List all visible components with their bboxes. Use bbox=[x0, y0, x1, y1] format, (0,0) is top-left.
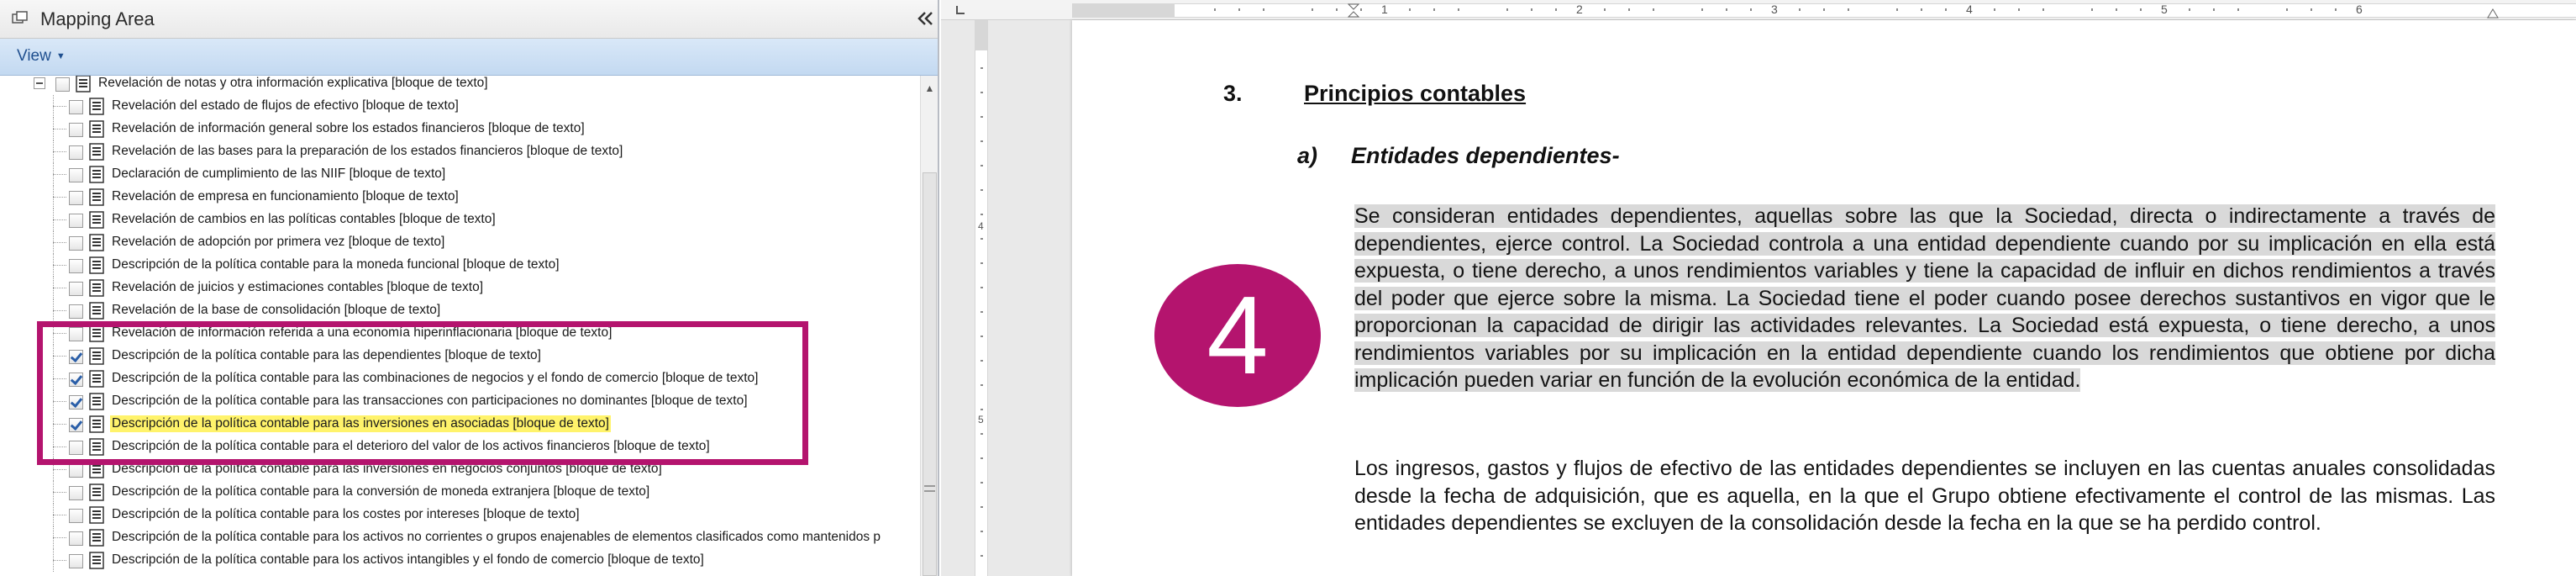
vertical-ruler-tick bbox=[980, 506, 983, 508]
document-icon bbox=[89, 256, 104, 274]
tree-item-label: Revelación de adopción por primera vez [bloque de texto] bbox=[112, 235, 445, 249]
tree-item-label: Descripción de la política contable para las combinaciones de negocios y el fondo de comercio [bloque de texto] bbox=[112, 371, 759, 385]
document-icon bbox=[89, 552, 104, 569]
right-indent-marker-icon[interactable] bbox=[2487, 8, 2499, 18]
tree-item-row[interactable] bbox=[0, 345, 920, 367]
subsection-title: Entidades dependientes- bbox=[1351, 143, 1620, 168]
tree-item-label: Descripción de la política contable para las transacciones con participaciones no dominantes [bloque de texto] bbox=[112, 394, 748, 408]
view-menu[interactable] bbox=[17, 45, 66, 67]
document-icon bbox=[89, 506, 104, 524]
tree-item-row[interactable] bbox=[0, 481, 920, 504]
tree-item-row[interactable] bbox=[0, 163, 920, 186]
tree-checkbox[interactable] bbox=[55, 77, 70, 92]
vertical-ruler-tick bbox=[980, 555, 983, 557]
document-icon bbox=[89, 529, 104, 547]
tree-item-label: Revelación de empresa en funcionamiento [bloque de texto] bbox=[112, 189, 459, 203]
tree-item-row[interactable] bbox=[0, 436, 920, 458]
tree-item-label: Descripción de la política contable para las dependientes [bloque de texto] bbox=[112, 348, 541, 362]
tree-item-label: Revelación del estado de flujos de efectivo [bloque de texto] bbox=[112, 98, 459, 113]
tree-connector bbox=[53, 492, 66, 493]
tab-selector-icon[interactable] bbox=[956, 6, 965, 14]
tree-checkbox[interactable] bbox=[69, 145, 83, 160]
tree-item-label: Revelación de información referida a una economía hiperinflacionaria [bloque de texto] bbox=[112, 325, 612, 340]
vertical-ruler-tick bbox=[980, 92, 983, 93]
tree-item-label: Descripción de la política contable para la conversión de moneda extranjera [bloque de texto] bbox=[112, 484, 650, 499]
paragraph[interactable] bbox=[1354, 455, 2495, 537]
vertical-ruler-tick bbox=[980, 140, 983, 142]
tree-connector bbox=[53, 469, 66, 470]
tree-item-label: Revelación de notas y otra información explicativa [bloque de texto] bbox=[98, 76, 488, 90]
vertical-ruler-tick bbox=[980, 311, 983, 313]
tree-checkbox[interactable] bbox=[69, 282, 83, 296]
tree-checkbox[interactable] bbox=[69, 373, 83, 387]
subsection-heading bbox=[1297, 141, 1620, 170]
document-icon bbox=[89, 302, 104, 320]
tree-item-label: Declaración de cumplimiento de las NIIF [bloque de texto] bbox=[112, 166, 446, 181]
tree-checkbox[interactable] bbox=[69, 350, 83, 364]
view-toolbar bbox=[0, 39, 939, 76]
ruler-number: 6 bbox=[2356, 3, 2363, 16]
tree-connector bbox=[53, 424, 66, 425]
vertical-ruler-number: 5 bbox=[978, 414, 984, 425]
tree-item-row[interactable] bbox=[0, 526, 920, 549]
tree-connector bbox=[53, 197, 66, 198]
vertical-ruler-tick bbox=[980, 409, 983, 410]
tree-connector bbox=[53, 242, 66, 243]
document-view bbox=[941, 0, 2576, 576]
vertical-ruler-margin bbox=[975, 20, 988, 50]
vertical-ruler bbox=[975, 20, 988, 576]
tree-item-label: Descripción de la política contable para el deterioro del valor de los activos financieros [bloque de texto] bbox=[112, 439, 710, 453]
ruler-number: 5 bbox=[2161, 3, 2168, 16]
vertical-ruler-tick bbox=[980, 482, 983, 484]
vertical-ruler-tick bbox=[980, 165, 983, 166]
vertical-ruler-tick bbox=[980, 360, 983, 362]
tree-item-row[interactable] bbox=[0, 231, 920, 254]
pane-title: Mapping Area bbox=[40, 8, 155, 29]
vertical-ruler-tick bbox=[980, 116, 983, 118]
document-icon bbox=[89, 98, 104, 115]
document-icon bbox=[89, 325, 104, 342]
document-icon bbox=[89, 143, 104, 161]
pane-window-icon bbox=[12, 11, 29, 26]
ruler-tick bbox=[2335, 8, 2337, 11]
document-icon bbox=[89, 393, 104, 410]
vertical-ruler-tick bbox=[980, 67, 983, 69]
tree-item-label: Descripción de la política contable para la moneda funcional [bloque de texto] bbox=[112, 257, 560, 272]
scrollbar-thumb[interactable] bbox=[923, 172, 937, 576]
scroll-up-arrow-icon[interactable]: ▲ bbox=[924, 82, 935, 94]
document-icon bbox=[89, 415, 104, 433]
tree-item-label: Descripción de la política contable para los activos no corrientes o grupos enajenables de elementos clasificados como mantenidos p bbox=[112, 530, 881, 544]
ruler-tick bbox=[1214, 8, 1216, 11]
tree-item-label: Revelación de juicios y estimaciones contables [bloque de texto] bbox=[112, 280, 484, 294]
tree-checkbox[interactable] bbox=[69, 509, 83, 523]
tree-checkbox[interactable] bbox=[69, 441, 83, 455]
vertical-ruler-tick bbox=[980, 189, 983, 191]
tree-item-label: Descripción de la política contable para las inversiones en negocios conjuntos [bloque de texto] bbox=[112, 462, 662, 476]
tree-connector bbox=[53, 106, 66, 107]
tree-checkbox[interactable] bbox=[69, 554, 83, 568]
document-icon bbox=[89, 120, 104, 138]
paragraph-2-text: Los ingresos, gastos y flujos de efectivo de las entidades dependientes se incluyen en las cuentas anuales consolidadas desde la fecha de adquisición, que es aquella, en la que el Grupo obtiene efectivamente el control de las mismas. Las entidades dependientes se excluyen de la consolidación desde la fecha en la que se ha perdido control. bbox=[1354, 457, 2495, 535]
tree-item-label: Revelación de las bases para la preparación de los estados financieros [bloque de texto] bbox=[112, 144, 623, 158]
ruler-number: 2 bbox=[1576, 3, 1583, 16]
tree-item-label: Revelación de la base de consolidación [bloque de texto] bbox=[112, 303, 441, 317]
tree-item-row[interactable] bbox=[0, 95, 920, 118]
ruler-tick bbox=[2189, 8, 2190, 11]
ruler-tick bbox=[1312, 8, 1313, 11]
vertical-ruler-tick bbox=[980, 262, 983, 264]
tree-item-row[interactable] bbox=[0, 140, 920, 163]
ruler-tick bbox=[2237, 8, 2239, 11]
section-heading bbox=[1223, 79, 1526, 108]
tree-checkbox[interactable] bbox=[69, 100, 83, 114]
document-icon bbox=[89, 347, 104, 365]
tree-connector bbox=[53, 401, 66, 402]
tree-item-row[interactable] bbox=[0, 390, 920, 413]
paragraph-1-text: Se consideran entidades dependientes, aquellas sobre las que la Sociedad, directa o indirectamente a través de dependientes, ejerce control. La Sociedad controla a una entidad dependiente cuando por su implicación en ella está expuesta, o tiene derecho, a unos rendimientos variables y tiene la capacidad de influir en dichos rendimientos a través del poder que ejerce sobre la misma. La Sociedad tiene el poder cuando posee derechos sustantivos en vigor que le proporcionan la capacidad de dirigir las actividades relevantes. La Sociedad está expuesta, o tiene derecho, a unos rendimientos variables por su implicación en la entidad dependiente cuando los rendimientos que obtiene por dicha implicación pueden variar en función de la evolución económica de la entidad. bbox=[1354, 204, 2495, 392]
section-number: 3. bbox=[1223, 81, 1243, 106]
ruler-tick bbox=[2091, 8, 2093, 11]
tree-item-label: Revelación de cambios en las políticas contables [bloque de texto] bbox=[112, 212, 496, 226]
tree-item-label: Descripción de la política contable para los activos intangibles y el fondo de comercio [bloque de texto] bbox=[112, 552, 704, 567]
view-menu-label: View bbox=[17, 47, 51, 66]
ruler-tick bbox=[2213, 8, 2215, 11]
tree-checkbox[interactable] bbox=[69, 531, 83, 546]
scrollbar-grip-icon bbox=[924, 485, 935, 492]
mapping-tree bbox=[0, 76, 920, 576]
tree-item-row[interactable] bbox=[0, 209, 920, 231]
vertical-ruler-tick bbox=[980, 433, 983, 435]
tree-checkbox[interactable] bbox=[69, 486, 83, 500]
ruler-number: 3 bbox=[1771, 3, 1778, 16]
document-icon bbox=[89, 188, 104, 206]
tree-checkbox[interactable] bbox=[69, 259, 83, 273]
document-icon bbox=[76, 76, 91, 92]
ruler-tick bbox=[2116, 8, 2117, 11]
tree-item-label: Descripción de la política contable para las inversiones en asociadas [bloque de texto] bbox=[112, 416, 609, 431]
ruler-tick bbox=[2311, 8, 2312, 11]
document-icon bbox=[89, 211, 104, 229]
ruler-left-margin bbox=[1072, 3, 1175, 18]
tree-checkbox[interactable] bbox=[69, 395, 83, 410]
vertical-ruler-number: 4 bbox=[978, 220, 984, 232]
vertical-ruler-tick bbox=[980, 336, 983, 337]
document-icon bbox=[89, 461, 104, 478]
vertical-ruler-tick bbox=[980, 457, 983, 459]
tree-item-row[interactable] bbox=[0, 549, 920, 572]
document-icon bbox=[89, 234, 104, 251]
tree-checkbox[interactable] bbox=[69, 418, 83, 432]
tree-item-row[interactable] bbox=[0, 299, 920, 322]
tree-item-row[interactable] bbox=[0, 413, 920, 436]
tree-checkbox[interactable] bbox=[69, 463, 83, 478]
vertical-ruler-tick bbox=[980, 531, 983, 532]
tree-item-label: Revelación de información general sobre los estados financieros [bloque de texto] bbox=[112, 121, 585, 135]
tree-connector bbox=[53, 310, 66, 311]
tree-item-row[interactable] bbox=[0, 367, 920, 390]
ruler-tick bbox=[2286, 8, 2288, 11]
vertical-ruler-tick bbox=[980, 384, 983, 386]
previous-line-fragment bbox=[1331, 8, 2087, 25]
document-icon bbox=[89, 279, 104, 297]
section-title: Principios contables bbox=[1304, 81, 1527, 106]
tree-connector bbox=[53, 560, 66, 561]
caret-down-icon: ▼ bbox=[55, 51, 66, 61]
vertical-ruler-tick bbox=[980, 214, 983, 215]
vertical-ruler-tick bbox=[980, 238, 983, 240]
tree-item-label: Descripción de la política contable para los costes por intereses [bloque de texto] bbox=[112, 507, 580, 521]
tree-item-row[interactable] bbox=[0, 322, 920, 345]
step-badge bbox=[1154, 264, 1321, 407]
pane-header bbox=[0, 0, 939, 39]
tree-checkbox[interactable] bbox=[69, 236, 83, 251]
tree-collapse-icon[interactable] bbox=[34, 77, 45, 89]
ruler-tick bbox=[1263, 8, 1264, 11]
tree-item-row[interactable] bbox=[0, 254, 920, 277]
tree-item-row[interactable] bbox=[0, 277, 920, 299]
document-content bbox=[1072, 20, 2576, 576]
tree-connector bbox=[53, 219, 66, 220]
document-icon bbox=[89, 166, 104, 183]
double-chevron-left-icon[interactable] bbox=[916, 9, 934, 28]
tree-connector bbox=[53, 333, 66, 334]
ruler-number: 1 bbox=[1381, 3, 1388, 16]
highlighted-paragraph[interactable] bbox=[1354, 203, 2495, 394]
mapping-area-pane bbox=[0, 0, 939, 576]
step-number: 4 bbox=[1207, 273, 1269, 397]
tree-root-row[interactable] bbox=[0, 76, 920, 95]
tree-item-row[interactable] bbox=[0, 458, 920, 481]
ruler-tick bbox=[1238, 8, 1240, 11]
document-icon bbox=[89, 484, 104, 501]
tree-item-row[interactable] bbox=[0, 186, 920, 209]
tree-checkbox[interactable] bbox=[69, 304, 83, 319]
tree-connector bbox=[53, 356, 66, 357]
subsection-letter: a) bbox=[1297, 143, 1318, 168]
tree-checkbox[interactable] bbox=[69, 191, 83, 205]
vertical-ruler-tick bbox=[980, 287, 983, 288]
document-icon bbox=[89, 438, 104, 456]
tree-item-row[interactable] bbox=[0, 504, 920, 526]
tree-checkbox[interactable] bbox=[69, 327, 83, 341]
document-page[interactable] bbox=[1072, 20, 2576, 576]
ruler-tick bbox=[2140, 8, 2142, 11]
tree-checkbox[interactable] bbox=[69, 214, 83, 228]
tree-checkbox[interactable] bbox=[69, 168, 83, 182]
tree-checkbox[interactable] bbox=[69, 123, 83, 137]
ruler-number: 4 bbox=[1966, 3, 1973, 16]
tree-item-row[interactable] bbox=[0, 118, 920, 140]
tree-connector bbox=[53, 174, 66, 175]
tree-connector bbox=[53, 151, 66, 152]
document-icon bbox=[89, 370, 104, 388]
tree-connector bbox=[53, 378, 66, 379]
tree-connector bbox=[53, 265, 66, 266]
tree-connector bbox=[53, 537, 66, 538]
